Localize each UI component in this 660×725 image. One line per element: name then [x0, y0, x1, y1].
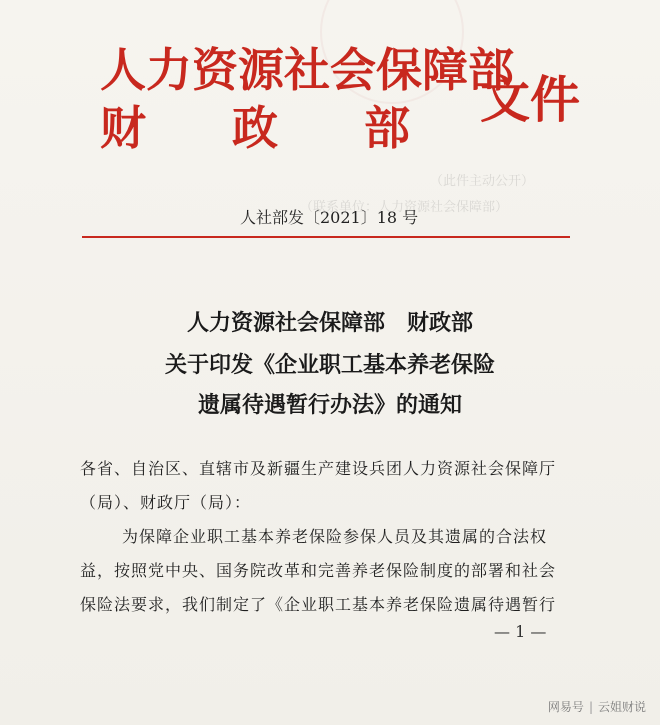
page-number: — 1 —: [494, 622, 547, 641]
issuer-line-2: [100, 92, 410, 158]
red-divider-line: [82, 236, 570, 238]
body-line-1: 各省、自治区、直辖市及新疆生产建设兵团人力资源社会保障厅: [80, 459, 557, 478]
faint-mark-2: （联系单位：人力资源社会保障部）: [300, 200, 509, 215]
body-line-3: 为保障企业职工基本养老保险参保人员及其遗属的合法权: [122, 527, 548, 546]
issuer-line-2-char: 财: [100, 101, 146, 155]
title-line-1: 人力资源社会保障部 财政部: [186, 310, 473, 336]
watermark: [548, 698, 646, 715]
faint-mark-1: （此件主动公开）: [430, 174, 535, 189]
issuer-line-2-char: 政: [232, 101, 278, 155]
body-line-5: 保险法要求，我们制定了《企业职工基本养老保险遗属待遇暂行: [80, 595, 557, 614]
watermark-author: 云姐财说: [597, 700, 646, 714]
issuer-line-1: 人力资源社会保障部: [100, 43, 514, 97]
title-line-3: 遗属待遇暂行办法》的通知: [197, 392, 462, 418]
body-line-4: 益，按照党中央、国务院改革和完善养老保险制度的部署和社会: [80, 561, 557, 580]
document-type-label: 文件: [480, 71, 580, 129]
issuer-line-2-char: 部: [364, 101, 410, 155]
body-line-2: （局）、财政厅（局）：: [80, 493, 252, 512]
watermark-source: 网易号: [547, 700, 584, 714]
title-line-2: 关于印发《企业职工基本养老保险: [164, 352, 495, 378]
watermark-separator: |: [588, 700, 593, 714]
document-number: 人社部发〔2021〕18 号: [240, 208, 419, 227]
